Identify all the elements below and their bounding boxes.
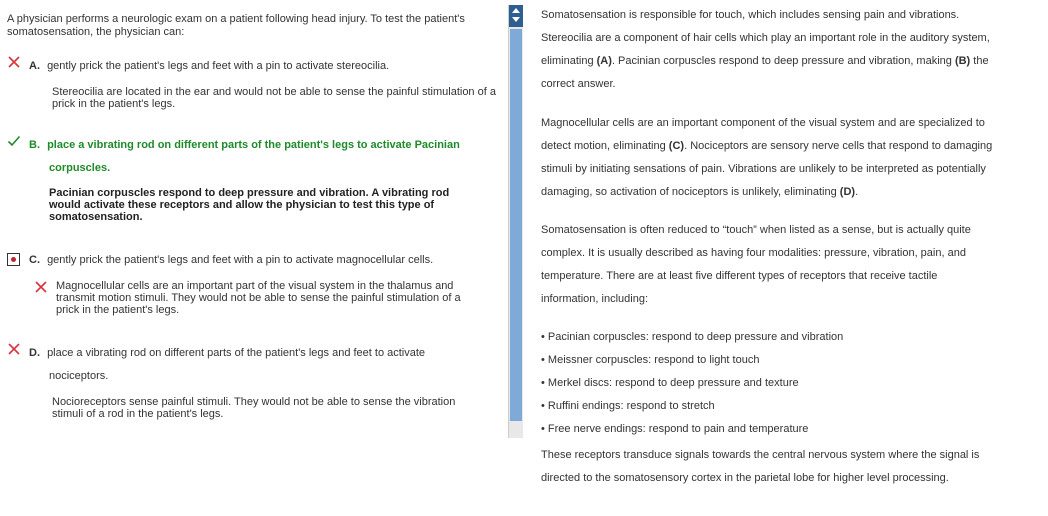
list-item: • Ruffini endings: respond to stretch [541,400,715,412]
list-item: • Meissner corpuscles: respond to light touch [541,354,760,366]
choice-a[interactable] [29,60,389,73]
choice-a-explanation: Stereocilia are located in the ear and would not be able to sense the painful stimulation of a prick in the patient's legs. [52,86,496,110]
choice-d-letter: D. [29,347,40,359]
para3-line4: information, including: [541,293,649,305]
choice-d-text-line2: nociceptors. [49,370,109,382]
para2-line2: detect motion, eliminating (C). Nociceptors are sensory nerve cells that respond to damaging [541,140,993,152]
x-icon [7,342,21,356]
para4-line1: These receptors transduce signals towards the central nervous system where the signal is [541,449,980,461]
choice-d[interactable] [29,347,425,360]
para2-line4: damaging, so activation of nociceptors is unlikely, eliminating (D). [541,186,859,198]
scrollbar[interactable] [508,5,523,438]
choice-d-text-line1: place a vibrating rod on different parts of the patient's legs and feet to activate [47,347,426,359]
para2-line3: stimuli by initiating sensations of pain. Vibrations are unlikely to be interpreted as potentially [541,163,986,175]
list-item: • Merkel discs: respond to deep pressure and texture [541,377,799,389]
choice-a-letter: A. [29,60,40,72]
selected-radio[interactable] [7,253,20,266]
x-icon [7,55,21,69]
para2-line1: Magnocellular cells are an important component of the visual system and are specialized to [541,117,985,129]
para1-line2: Stereocilia are a component of hair cells which play an important role in the auditory system, [541,32,990,44]
para4-line2: directed to the somatosensory cortex in the parietal lobe for higher level processing. [541,472,949,484]
choice-a-text: gently prick the patient's legs and feet with a pin to activate stereocilia. [47,60,390,72]
check-icon [7,134,21,148]
x-icon [34,280,48,294]
choice-b[interactable] [29,139,460,152]
choice-b-explanation: Pacinian corpuscles respond to deep pressure and vibration. A vibrating rod would activate these receptors and allow the physician to test this type of somatosensation. [49,187,450,223]
scroll-arrows-icon[interactable] [509,5,523,27]
list-item: • Pacinian corpuscles: respond to deep pressure and vibration [541,331,844,343]
choice-b-letter: B. [29,139,40,151]
question-panel [0,0,500,516]
para1-line3: eliminating (A). Pacinian corpuscles respond to deep pressure and vibration, making (B) the [541,55,989,67]
choice-c[interactable] [29,254,433,267]
para3-line2: complex. It is usually described as having four modalities: pressure, vibration, pain, and [541,247,966,259]
para1-line4: correct answer. [541,78,616,90]
choice-b-text-line2: corpuscles. [49,162,111,174]
question-stem: A physician performs a neurologic exam on a patient following head injury. To test the patient's somatosensation, the physician can: [7,13,465,38]
choice-c-letter: C. [29,254,40,266]
list-item: • Free nerve endings: respond to pain and temperature [541,423,809,435]
para3-line1: Somatosensation is often reduced to “touch” when listed as a sense, but is actually quite [541,224,971,236]
choice-b-text-line1: place a vibrating rod on different parts of the patient's legs to activate Pacinian [47,139,460,151]
radio-dot [11,257,16,262]
choice-c-text: gently prick the patient's legs and feet with a pin to activate magnocellular cells. [47,254,434,266]
para1-line1: Somatosensation is responsible for touch, which includes sensing pain and vibrations. [541,9,960,21]
choice-c-explanation: Magnocellular cells are an important part of the visual system in the thalamus and transmit motion stimuli. They would not be able to sense the painful stimulation of a prick in the patient's legs. [56,280,461,316]
para3-line3: temperature. There are at least five different types of receptors that receive tactile [541,270,938,282]
scroll-thumb[interactable] [510,29,522,421]
choice-d-explanation: Nocioreceptors sense painful stimuli. They would not be able to sense the vibration stimuli of a rod in the patient's legs. [52,396,456,420]
